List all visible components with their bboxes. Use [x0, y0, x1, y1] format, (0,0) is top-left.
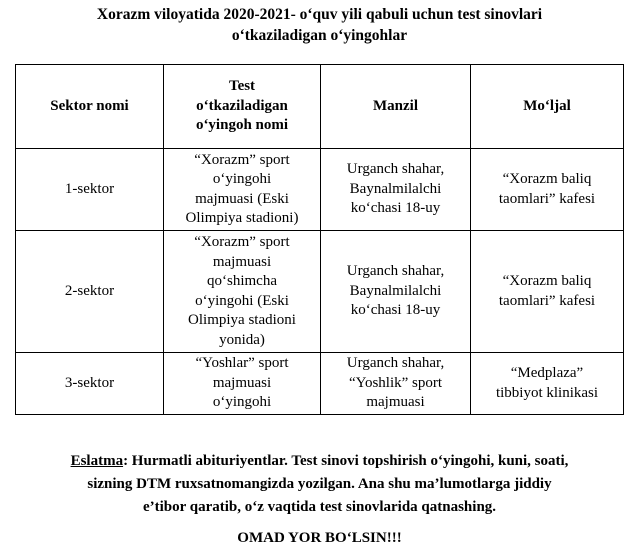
- note-paragraph: [0, 450, 639, 519]
- venues-table: [15, 64, 624, 415]
- header-address: Manzil: [321, 65, 471, 149]
- venue-cell: “Yoshlar” sport majmuasi o‘yingohi: [164, 353, 321, 415]
- title-line-2: o‘tkaziladigan o‘yingohlar: [231, 27, 408, 44]
- table-header-row: [16, 65, 624, 149]
- note-line-1: Eslatma: Hurmatli abituriyentlar. Test sinovi topshirish o‘yingohi, kuni, soati,: [70, 453, 569, 469]
- venue-cell: “Xorazm” sport o‘yingohi majmuasi (Eski Olimpiya stadioni): [164, 149, 321, 231]
- table-row: [16, 149, 624, 231]
- table-row: [16, 353, 624, 415]
- venue-cell: “Xorazm” sport majmuasi qo‘shimcha o‘yingohi (Eski Olimpiya stadioni yonida): [164, 231, 321, 353]
- closing-wish: OMAD YOR BO‘LSIN!!!: [237, 530, 402, 546]
- header-sector: Sektor nomi: [16, 65, 164, 149]
- title-line-1: Xorazm viloyatida 2020-2021- o‘quv yili qabuli uchun test sinovlari: [96, 6, 543, 23]
- table-row: [16, 231, 624, 353]
- landmark-cell: “Xorazm baliq taomlari” kafesi: [471, 149, 624, 231]
- note-label: Eslatma: [70, 453, 124, 469]
- address-cell: Urganch shahar, “Yoshlik” sport majmuasi: [321, 353, 471, 415]
- sector-cell: 1-sektor: [16, 149, 164, 231]
- note-line-2: sizning DTM ruxsatnomangizda yozilgan. Ana shu ma’lumotlarga jiddiy: [87, 476, 552, 492]
- header-landmark: Mo‘ljal: [471, 65, 624, 149]
- sector-cell: 2-sektor: [16, 231, 164, 353]
- sector-cell: 3-sektor: [16, 353, 164, 415]
- document-title: [0, 4, 639, 46]
- landmark-cell: “Xorazm baliq taomlari” kafesi: [471, 231, 624, 353]
- landmark-cell: “Medplaza” tibbiyot klinikasi: [471, 353, 624, 415]
- address-cell: Urganch shahar, Baynalmilalchi ko‘chasi 18-uy: [321, 231, 471, 353]
- header-venue: Test o‘tkaziladigan o‘yingoh nomi: [164, 65, 321, 149]
- address-cell: Urganch shahar, Baynalmilalchi ko‘chasi 18-uy: [321, 149, 471, 231]
- note-line-3: e’tibor qaratib, o‘z vaqtida test sinovlarida qatnashing.: [142, 499, 497, 515]
